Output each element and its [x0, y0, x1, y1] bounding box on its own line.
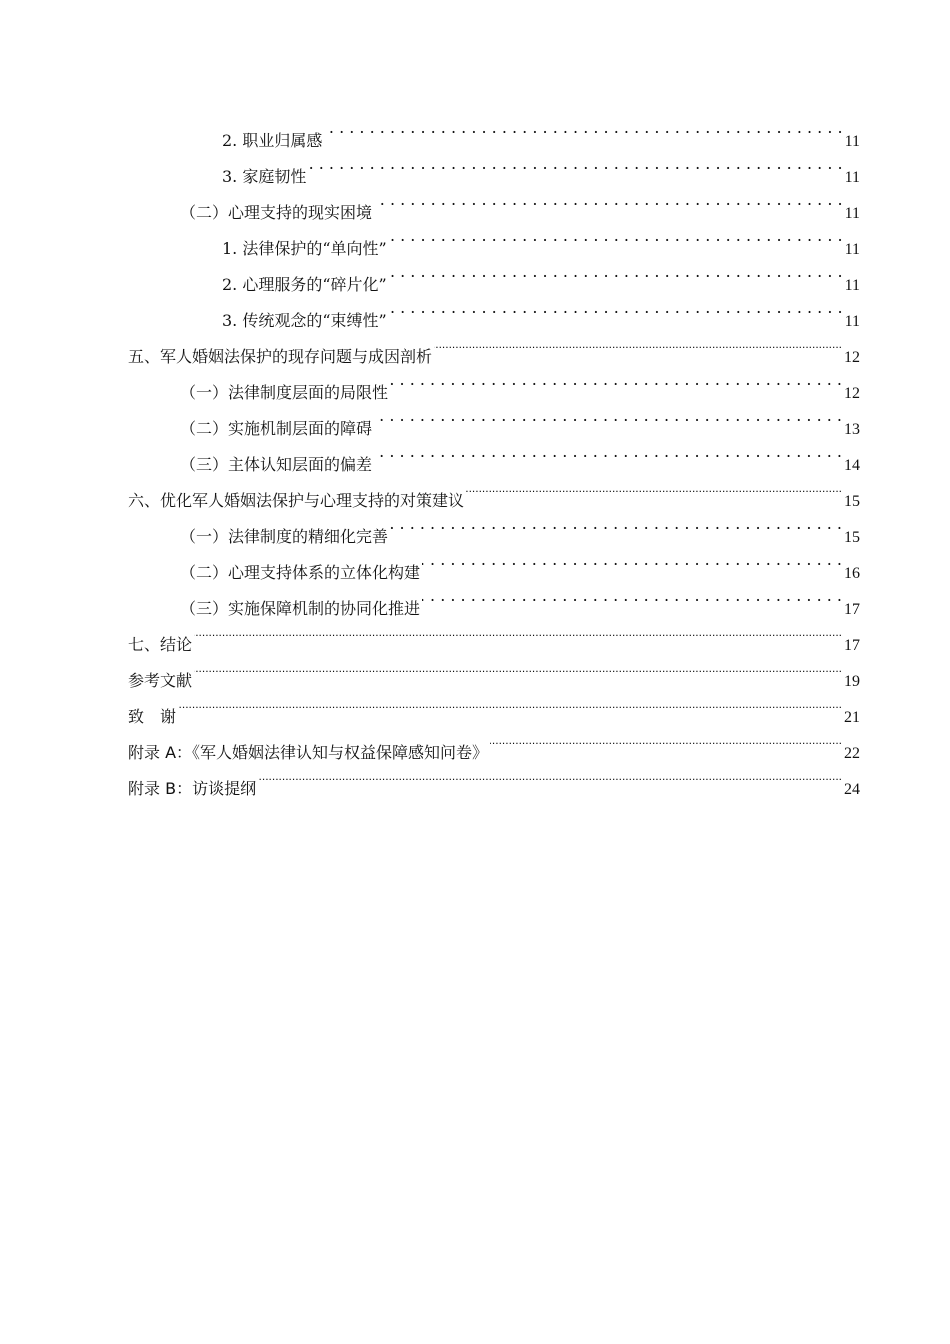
toc-entry-page: 12	[844, 349, 860, 366]
toc-entry-page: 24	[844, 781, 860, 798]
toc-entry-page: 15	[844, 493, 860, 510]
toc-leader-dots	[324, 110, 842, 146]
toc-entry-title: 七、结论	[128, 635, 193, 654]
toc-chapter-entry[interactable]	[128, 722, 860, 762]
toc-chapter-entry[interactable]	[128, 614, 860, 654]
toc-entry-page: 17	[844, 601, 860, 618]
toc-leader-dots	[389, 218, 843, 254]
toc-entry-title: （三）实施保障机制的协同化推进	[180, 599, 421, 618]
toc-entry-page: 11	[844, 241, 860, 258]
toc-leader-dots	[490, 722, 842, 758]
toc-entry-page: 17	[844, 637, 860, 654]
toc-entry-title: 2. 职业归属感	[222, 131, 323, 150]
toc-leader-dots	[390, 506, 842, 542]
toc-entry-page: 11	[844, 313, 860, 330]
toc-entry-page: 11	[844, 205, 860, 222]
toc-leader-dots	[374, 398, 842, 434]
toc-entry-page: 19	[844, 673, 860, 690]
toc-entry-page: 13	[844, 421, 860, 438]
toc-leader-dots	[389, 290, 843, 326]
toc-entry-page: 22	[844, 745, 860, 762]
toc-leader-dots	[390, 362, 842, 398]
table-of-contents	[128, 110, 860, 798]
toc-leader-dots	[422, 578, 842, 614]
toc-entry-title: 2. 心理服务的“碎片化”	[222, 275, 387, 294]
toc-entry-page: 15	[844, 529, 860, 546]
toc-entry-title: 六、优化军人婚姻法保护与心理支持的对策建议	[128, 491, 465, 510]
toc-entry-title: （二）心理支持的现实困境	[180, 203, 373, 222]
toc-leader-dots	[258, 758, 842, 794]
toc-entry-title: 附录 B：访谈提纲	[128, 779, 257, 798]
toc-leader-dots	[194, 614, 842, 650]
toc-leader-dots	[178, 686, 842, 722]
toc-entry-page: 16	[844, 565, 860, 582]
toc-entry-title: （三）主体认知层面的偏差	[180, 455, 373, 474]
toc-entry-page: 11	[844, 169, 860, 186]
toc-entry-page: 11	[844, 277, 860, 294]
toc-chapter-entry[interactable]	[128, 686, 860, 726]
toc-leader-dots	[194, 650, 842, 686]
toc-entry-page: 21	[844, 709, 860, 726]
toc-entry-title: 附录 A：《军人婚姻法律认知与权益保障感知问卷》	[128, 743, 489, 762]
toc-entry-title: 1. 法律保护的“单向性”	[222, 239, 387, 258]
toc-leader-dots	[374, 182, 843, 218]
toc-leader-dots	[466, 470, 842, 506]
toc-entry-title: （一）法律制度层面的局限性	[180, 383, 389, 402]
toc-leader-dots	[389, 254, 843, 290]
toc-leader-dots	[434, 326, 842, 362]
toc-entry-page: 12	[844, 385, 860, 402]
toc-entry-title: 3. 家庭韧性	[222, 167, 307, 186]
toc-entry-title: （二）实施机制层面的障碍	[180, 419, 373, 438]
toc-chapter-entry[interactable]	[128, 650, 860, 690]
toc-entry[interactable]	[128, 110, 860, 150]
toc-entry-title: 3. 传统观念的“束缚性”	[222, 311, 387, 330]
toc-leader-dots	[422, 542, 842, 578]
toc-entry-title: 参考文献	[128, 671, 193, 690]
toc-entry-title: 五、军人婚姻法保护的现存问题与成因剖析	[128, 347, 433, 366]
toc-entry-title: （二）心理支持体系的立体化构建	[180, 563, 421, 582]
toc-entry-page: 11	[844, 133, 860, 150]
toc-entry-title: （一）法律制度的精细化完善	[180, 527, 389, 546]
toc-leader-dots	[374, 434, 842, 470]
toc-entry-title: 致 谢	[128, 707, 177, 726]
toc-entry-page: 14	[844, 457, 860, 474]
toc-leader-dots	[308, 146, 842, 182]
